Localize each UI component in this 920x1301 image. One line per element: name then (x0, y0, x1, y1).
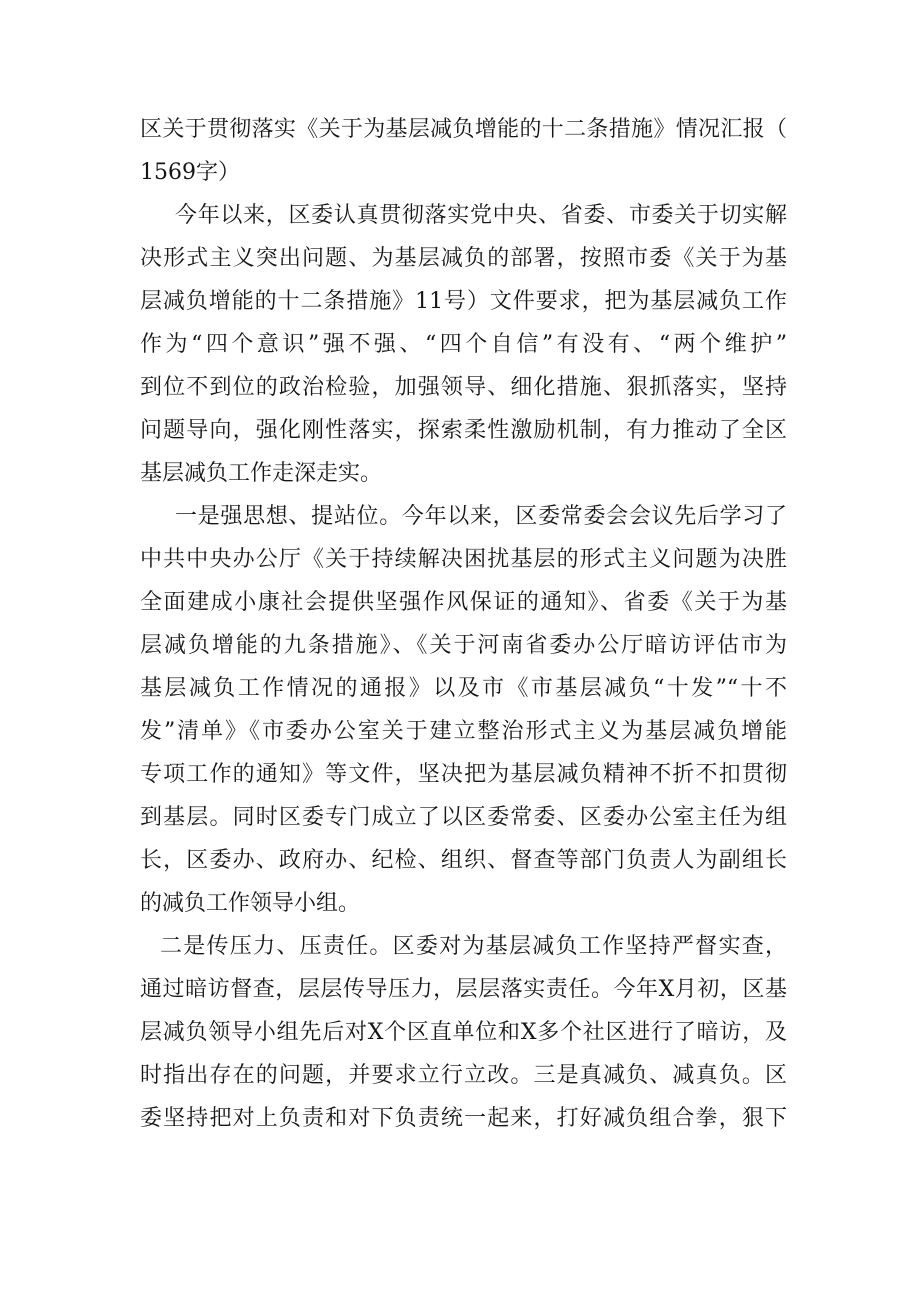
paragraph-line: 层减负领导小组先后对X个区直单位和X多个社区进行了暗访，及 (140, 1020, 787, 1045)
paragraph-line: 到基层。同时区委专门成立了以区委常委、区委办公室主任为组 (140, 805, 787, 830)
paragraph-line: 通过暗访督查，层层传导压力，层层落实责任。今年X月初，区基 (140, 977, 787, 1002)
paragraph-line: 专项工作的通知》等文件，坚决把为基层减负精神不折不扣贯彻 (140, 762, 787, 787)
paragraph-point-one (140, 495, 787, 925)
paragraph-line: 基层减负工作情况的通报》以及市《市基层减负“十发”“十不 (140, 676, 787, 701)
paragraph-line: 作为“四个意识”强不强、“四个自信”有没有、“两个维护” (140, 332, 787, 357)
paragraph-line: 层减负增能的九条措施》、《关于河南省委办公厅暗访评估市为 (140, 633, 787, 658)
title-line: 1569字） (140, 160, 240, 185)
paragraph-line: 时指出存在的问题，并要求立行立改。三是真减负、减真负。区 (140, 1063, 787, 1088)
paragraph-line: 今年以来，区委认真贯彻落实党中央、省委、市委关于切实解 (175, 203, 787, 228)
report-body (140, 108, 787, 1140)
title-line: 区关于贯彻落实《关于为基层减负增能的十二条措施》情况汇报（ (140, 117, 787, 142)
paragraph-line: 问题导向，强化刚性落实，探索柔性激励机制，有力推动了全区 (140, 418, 787, 443)
paragraph-point-two (140, 925, 787, 1140)
paragraph-line: 一是强思想、提站位。今年以来，区委常委会会议先后学习了 (175, 504, 787, 529)
paragraph-line: 二是传压力、压责任。区委对为基层减负工作坚持严督实查， (160, 934, 787, 959)
paragraph-line: 的减负工作领导小组。 (140, 891, 361, 916)
paragraph-line: 到位不到位的政治检验，加强领导、细化措施、狠抓落实，坚持 (140, 375, 787, 400)
document-title (140, 108, 787, 194)
paragraph-line: 全面建成小康社会提供坚强作风保证的通知》、省委《关于为基 (140, 590, 787, 615)
paragraph-line: 长，区委办、政府办、纪检、组织、督查等部门负责人为副组长 (140, 848, 787, 873)
paragraph-line: 发”清单》《市委办公室关于建立整治形式主义为基层减负增能 (140, 719, 787, 744)
paragraph-line: 基层减负工作走深走实。 (140, 461, 383, 486)
paragraph-line: 层减负增能的十二条措施》11号）文件要求，把为基层减负工作 (140, 289, 787, 314)
paragraph-line: 决形式主义突出问题、为基层减负的部署，按照市委《关于为基 (140, 246, 787, 271)
paragraph-line: 中共中央办公厅《关于持续解决困扰基层的形式主义问题为决胜 (140, 547, 787, 572)
paragraph-intro (140, 194, 787, 495)
paragraph-line: 委坚持把对上负责和对下负责统一起来，打好减负组合拳，狠下 (140, 1106, 787, 1131)
